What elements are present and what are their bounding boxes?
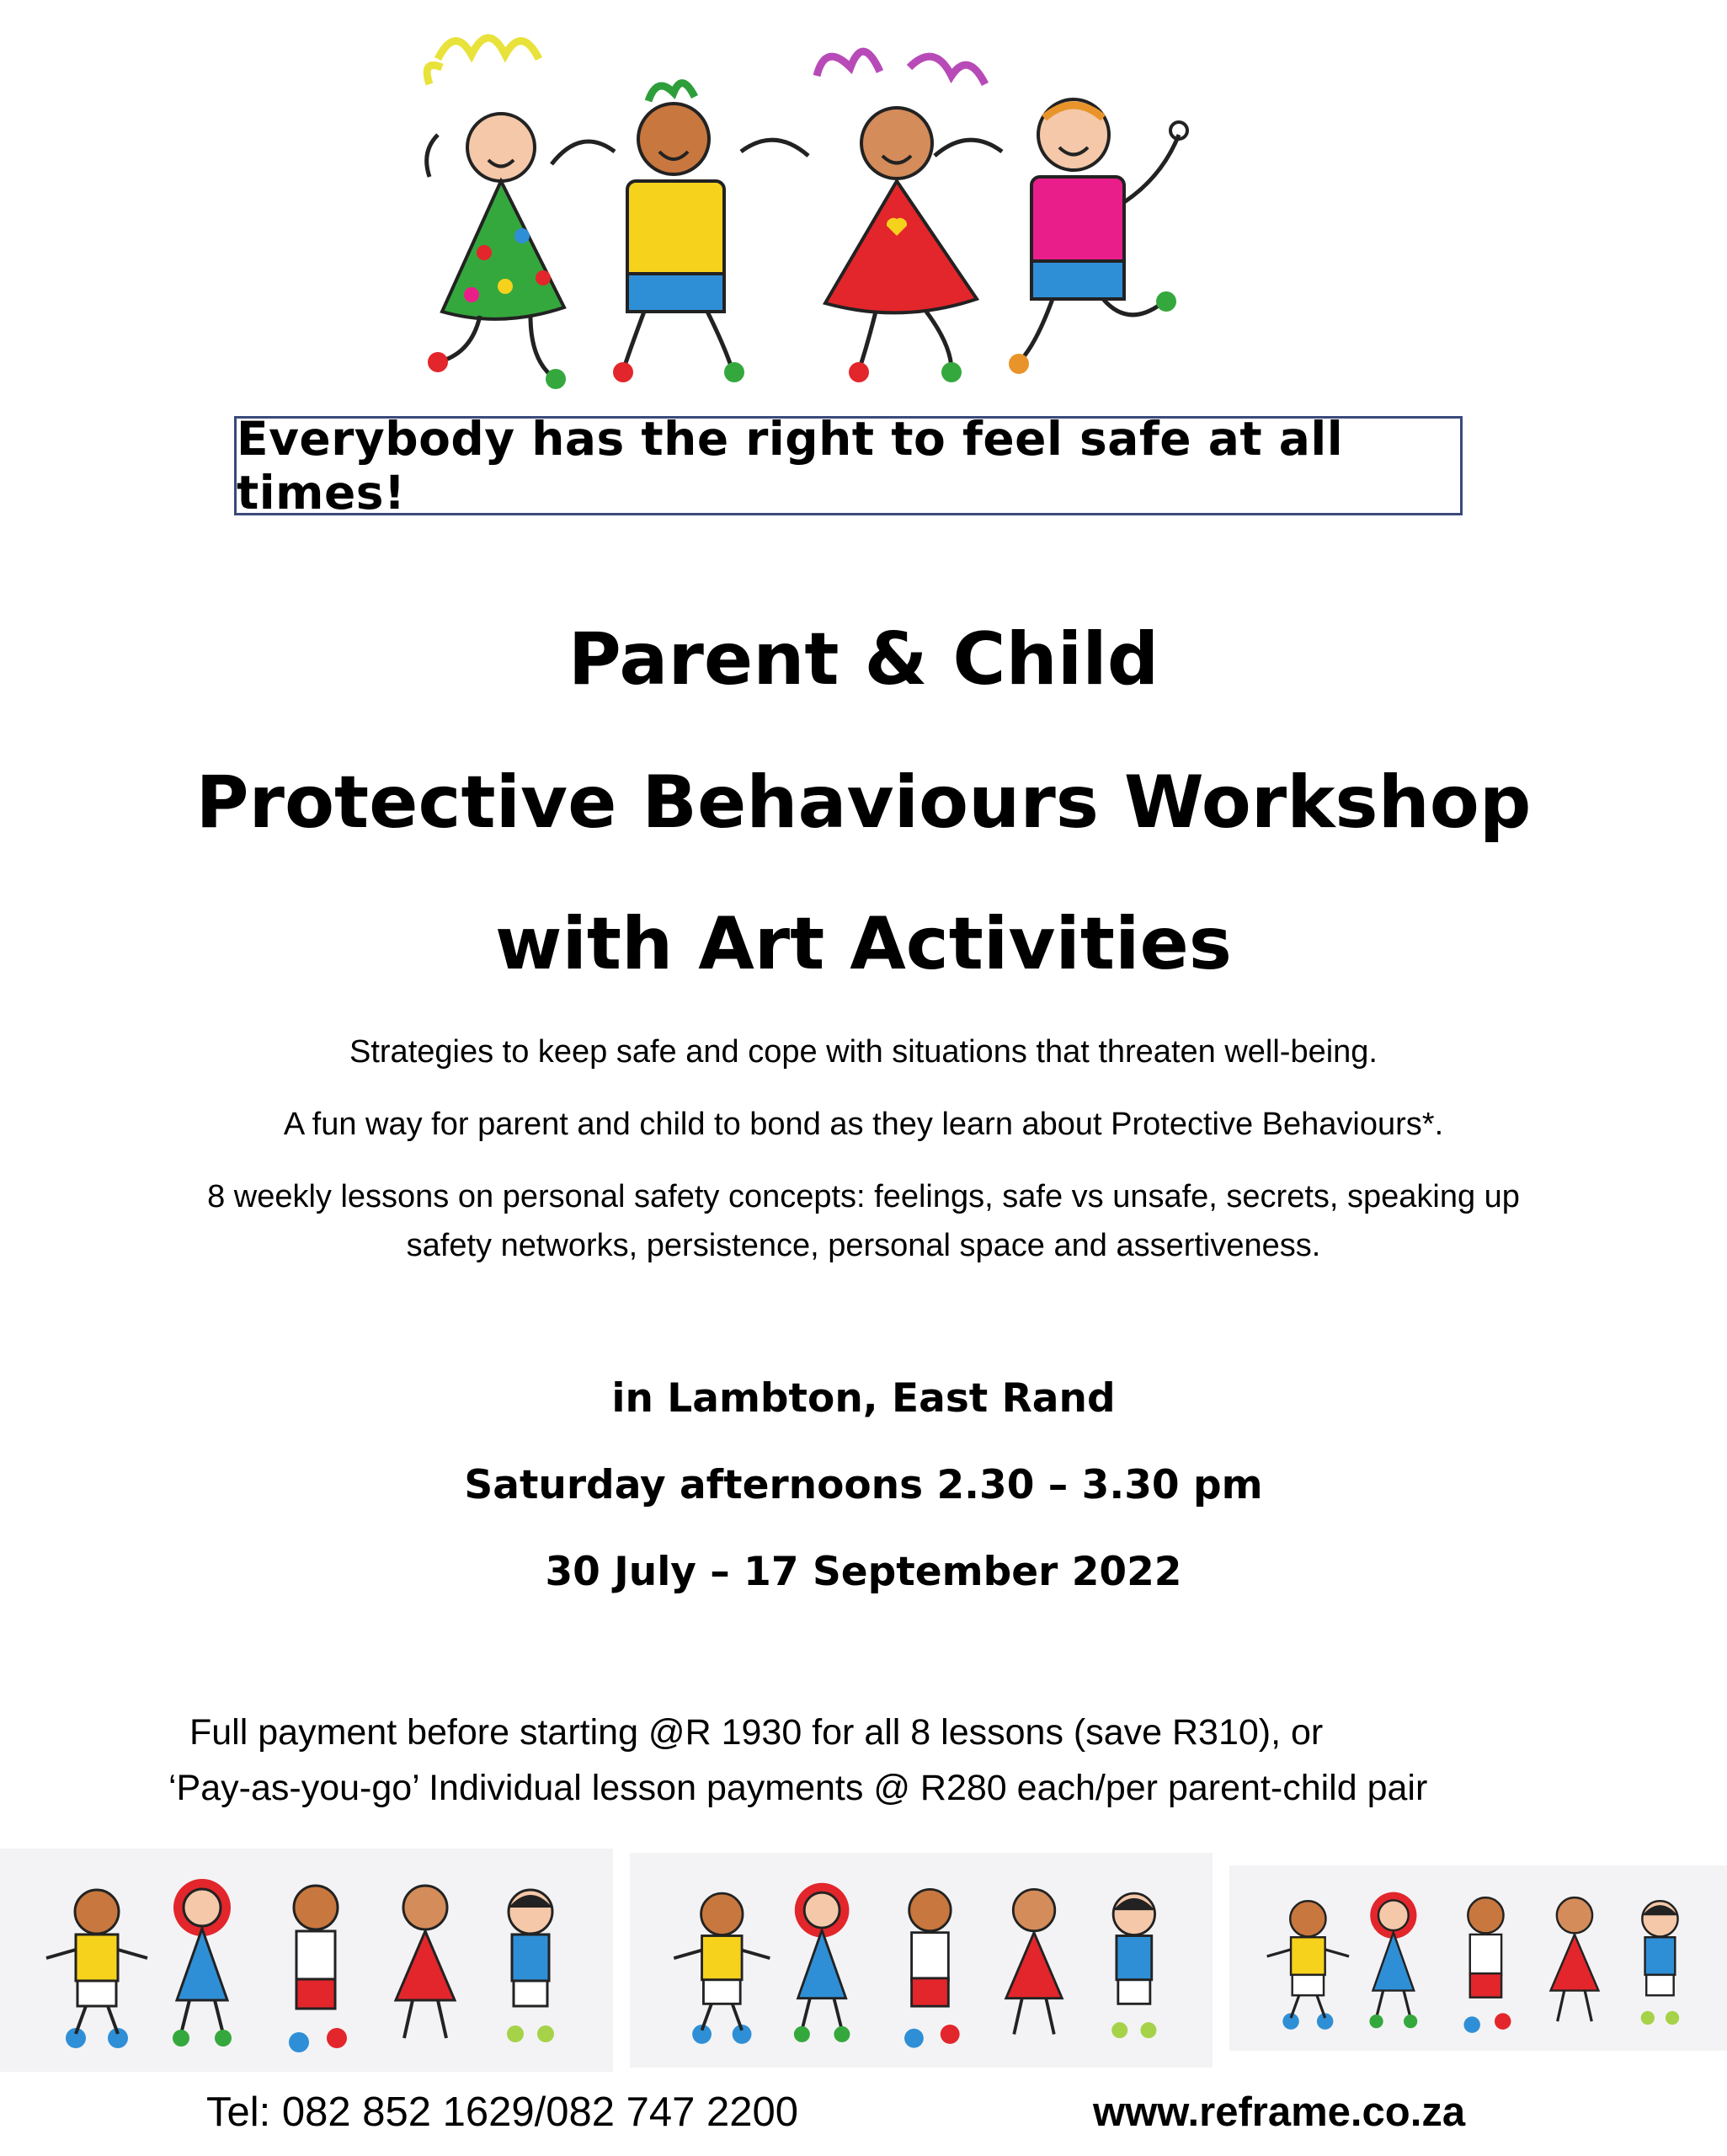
footer-telephone: Tel: 082 852 1629/082 747 2200 [206,2089,798,2135]
payment-payg: ‘Pay-as-you-go’ Individual lesson payments @ R280 each/per parent-child pair [168,1768,1428,1808]
event-location: in Lambton, East Rand [611,1375,1116,1422]
child-red-dress [817,51,985,382]
tagline: Everybody has the right to feel safe at all times! [237,412,1344,520]
title-line-3: with Art Activities [495,902,1232,986]
dancing-children-illustration [404,8,1246,404]
title-line-2: Protective Behaviours Workshop [195,760,1532,845]
kids-strip-right [1229,1865,1727,2051]
description-line-1: Strategies to keep safe and cope with situations that threaten well-being. [349,1034,1378,1070]
description-line-3a: 8 weekly lessons on personal safety concepts: feelings, safe vs unsafe, secrets, speaking up [207,1179,1520,1214]
kids-strip-left [0,1849,613,2072]
event-time: Saturday afternoons 2.30 – 3.30 pm [464,1462,1263,1508]
footer-website-link[interactable]: www.reframe.co.za [1093,2089,1466,2135]
child-yellow-shirt [613,83,744,382]
description-line-3b: safety networks, persistence, personal space and assertiveness. [406,1228,1321,1263]
kids-strip-middle [630,1853,1213,2068]
event-dates: 30 July – 17 September 2022 [545,1549,1182,1595]
child-pink-shirt [1009,99,1187,374]
description-line-2: A fun way for parent and child to bond as they learn about Protective Behaviours*. [283,1107,1444,1142]
tagline-box [234,412,1463,520]
payment-full: Full payment before starting @R 1930 for all 8 lessons (save R310), or [189,1712,1324,1753]
title-line-1: Parent & Child [568,617,1159,702]
child-green-dress [427,38,566,389]
